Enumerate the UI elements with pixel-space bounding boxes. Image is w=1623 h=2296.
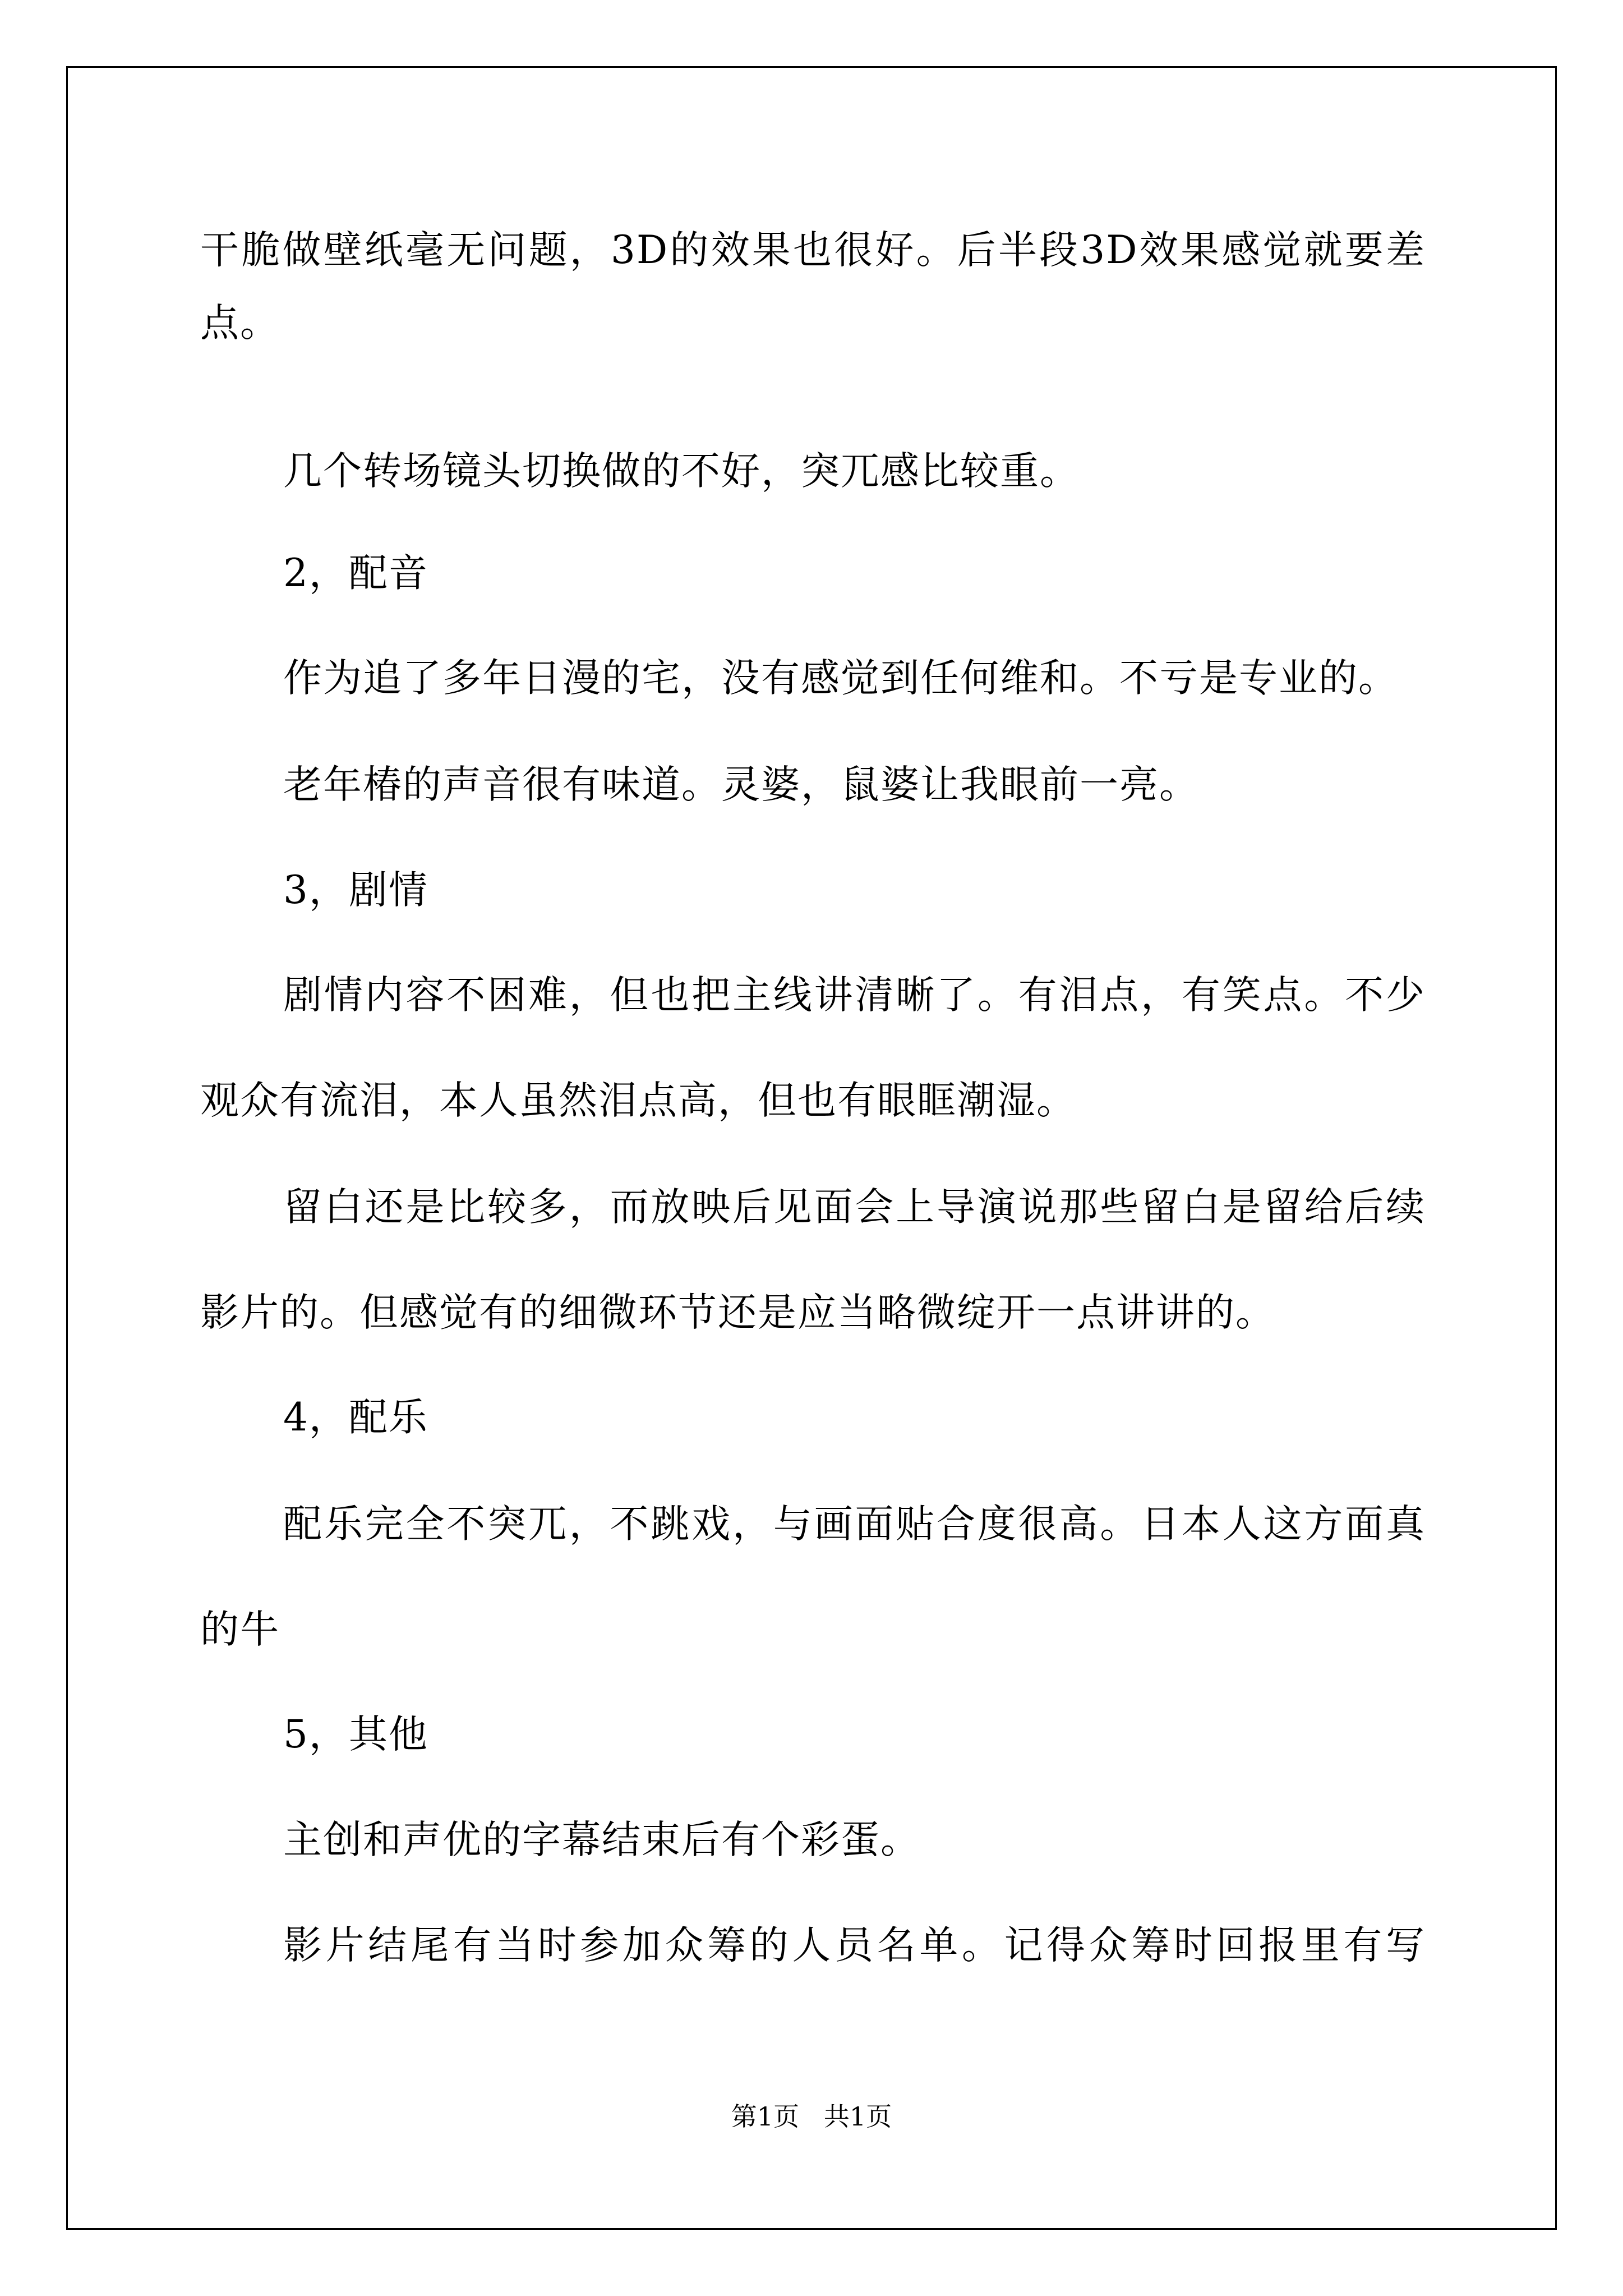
paragraph-line-6: 剧情内容不困难，但也把主线讲清晰了。有泪点，有笑点。不少 (283, 973, 1426, 1018)
paragraph-line-13: 影片结尾有当时参加众筹的人员名单。记得众筹时回报里有写 (283, 1923, 1426, 1968)
paragraph-line-12: 主创和声优的字幕结束后有个彩蛋。 (283, 1818, 920, 1862)
page-border (66, 66, 1557, 2230)
paragraph-line-9: 影片的。但感觉有的细微环节还是应当略微绽开一点讲讲的。 (200, 1290, 1275, 1335)
paragraph-line-7: 观众有流泪，本人虽然泪点高，但也有眼眶潮湿。 (200, 1078, 1076, 1123)
section-heading-dubbing: 2，配音 (283, 551, 428, 596)
section-heading-other: 5，其他 (283, 1712, 428, 1757)
paragraph-line-11: 的牛 (200, 1607, 280, 1652)
section-heading-plot: 3，剧情 (283, 868, 428, 913)
section-heading-music: 4，配乐 (283, 1395, 428, 1440)
paragraph-line-3: 几个转场镜头切换做的不好，突兀感比较重。 (283, 449, 1080, 494)
paragraph-line-8: 留白还是比较多，而放映后见面会上导演说那些留白是留给后续 (283, 1185, 1426, 1230)
page-footer: 第1页 共1页 (731, 2101, 892, 2132)
paragraph-line-10: 配乐完全不突兀，不跳戏，与画面贴合度很高。日本人这方面真 (283, 1502, 1426, 1547)
paragraph-line-1: 干脆做壁纸毫无问题，3D的效果也很好。后半段3D效果感觉就要差 (200, 228, 1426, 273)
paragraph-line-2: 点。 (200, 301, 280, 346)
paragraph-line-4: 作为追了多年日漫的宅，没有感觉到任何维和。不亏是专业的。 (283, 656, 1398, 701)
paragraph-line-5: 老年椿的声音很有味道。灵婆，鼠婆让我眼前一亮。 (283, 762, 1199, 807)
